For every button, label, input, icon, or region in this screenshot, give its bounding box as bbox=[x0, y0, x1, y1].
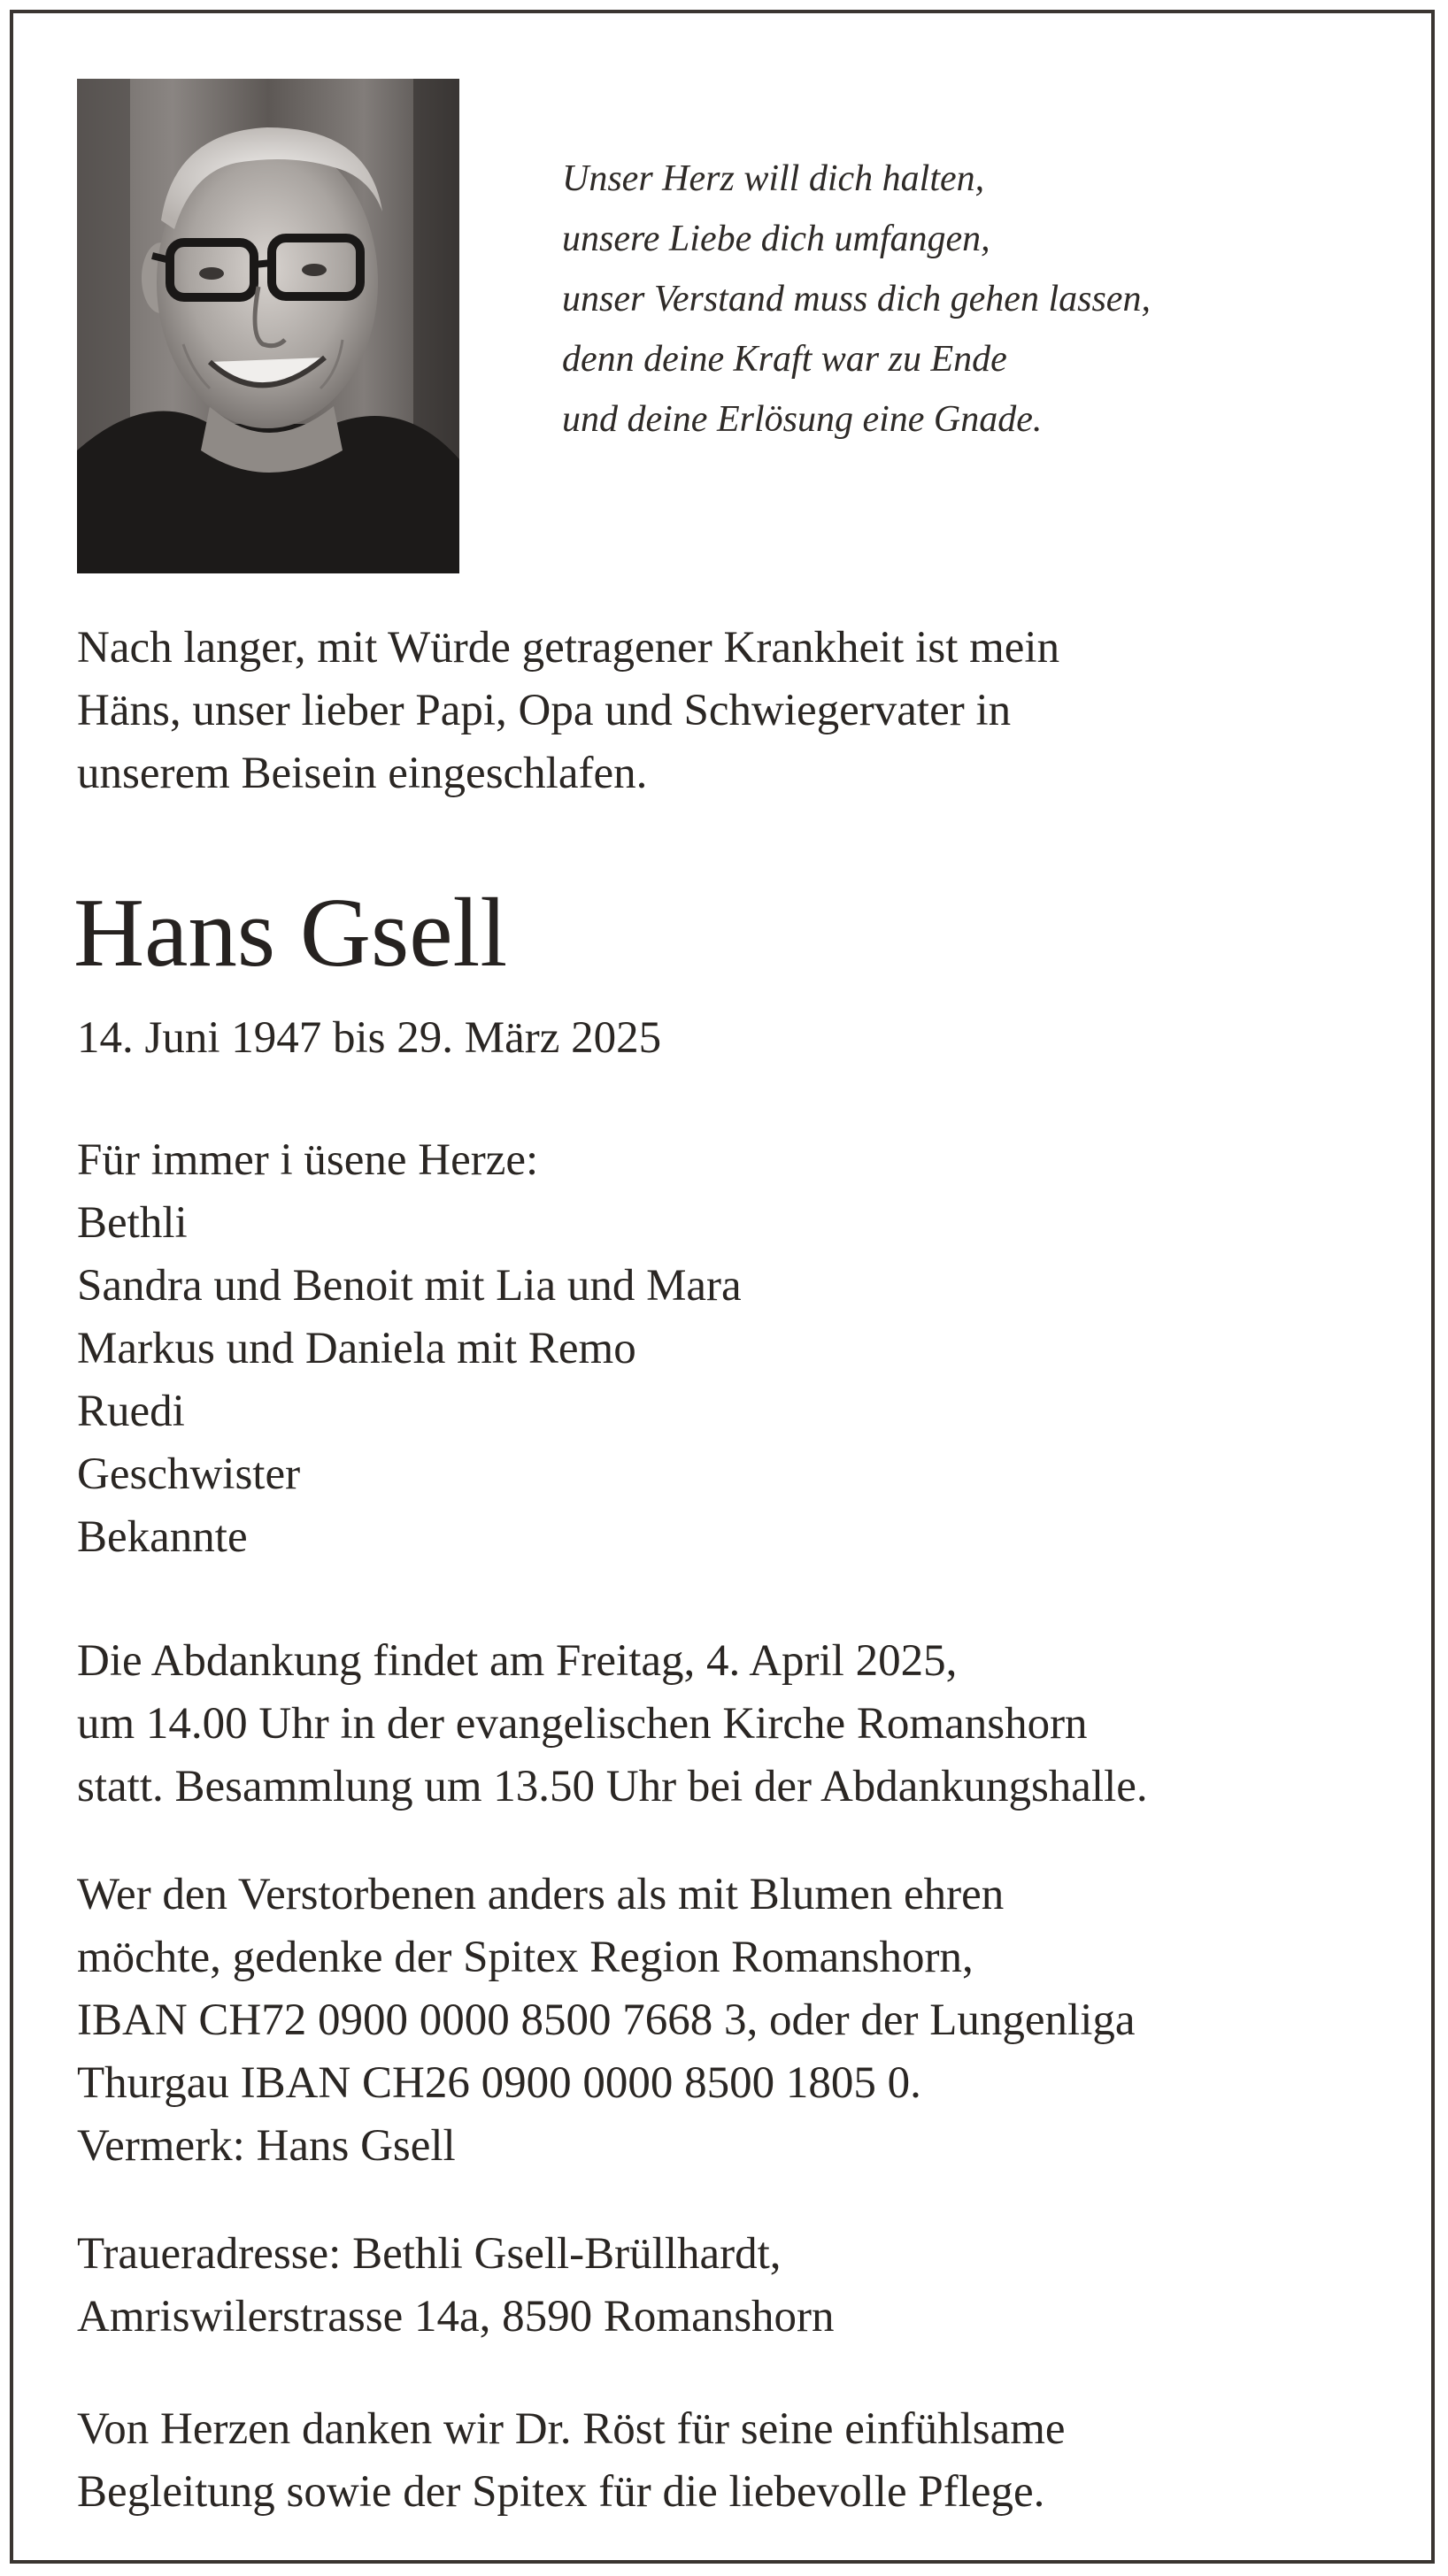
ceremony-info bbox=[77, 1630, 1148, 1819]
donation-info bbox=[77, 1864, 1136, 2178]
intro-line: unserem Beisein eingeschlafen. bbox=[77, 749, 648, 798]
donation-line: Thurgau IBAN CH26 0900 0000 8500 1805 0. bbox=[77, 2058, 921, 2108]
mourners-list bbox=[77, 1129, 742, 1569]
mourners-line: Bekannte bbox=[77, 1512, 248, 1562]
poem-line: denn deine Kraft war zu Ende bbox=[562, 339, 1007, 380]
mourners-line: Markus und Daniela mit Remo bbox=[77, 1324, 636, 1373]
mourners-line: Ruedi bbox=[77, 1387, 185, 1436]
portrait-photo bbox=[77, 79, 459, 573]
donation-line: möchte, gedenke der Spitex Region Romanshorn, bbox=[77, 1933, 974, 1982]
mourning-address bbox=[77, 2223, 835, 2349]
address-line: Traueradresse: Bethli Gsell-Brüllhardt, bbox=[77, 2229, 782, 2279]
life-dates: 14. Juni 1947 bis 29. März 2025 bbox=[77, 1013, 662, 1063]
poem-line: Unser Herz will dich halten, bbox=[562, 158, 985, 199]
donation-line: Wer den Verstorbenen anders als mit Blumen ehren bbox=[77, 1870, 1005, 1919]
thanks-line: Von Herzen danken wir Dr. Röst für seine einfühlsame bbox=[77, 2404, 1066, 2454]
thanks-line: Begleitung sowie der Spitex für die liebevolle Pflege. bbox=[77, 2467, 1045, 2517]
poem-line: unser Verstand muss dich gehen lassen, bbox=[562, 279, 1151, 319]
intro-line: Häns, unser lieber Papi, Opa und Schwiegervater in bbox=[77, 686, 1012, 735]
ceremony-line: um 14.00 Uhr in der evangelischen Kirche Romanshorn bbox=[77, 1699, 1088, 1749]
mourners-line: Geschwister bbox=[77, 1449, 301, 1499]
mourners-line: Für immer i üsene Herze: bbox=[77, 1135, 539, 1185]
poem bbox=[562, 149, 1151, 450]
poem-line: unsere Liebe dich umfangen, bbox=[562, 219, 990, 259]
deceased-name: Hans Gsell bbox=[73, 879, 508, 988]
address-line: Amriswilerstrasse 14a, 8590 Romanshorn bbox=[77, 2292, 835, 2341]
donation-line: IBAN CH72 0900 0000 8500 7668 3, oder der Lungenliga bbox=[77, 1995, 1136, 2045]
ceremony-line: statt. Besammlung um 13.50 Uhr bei der Abdankungshalle. bbox=[77, 1762, 1148, 1811]
poem-line: und deine Erlösung eine Gnade. bbox=[562, 399, 1043, 440]
donation-line: Vermerk: Hans Gsell bbox=[77, 2121, 456, 2171]
mourners-line: Sandra und Benoit mit Lia und Mara bbox=[77, 1261, 742, 1311]
mourners-line: Bethli bbox=[77, 1198, 188, 1248]
thanks-text bbox=[77, 2398, 1066, 2524]
intro-line: Nach langer, mit Würde getragener Krankheit ist mein bbox=[77, 623, 1060, 673]
ceremony-line: Die Abdankung findet am Freitag, 4. April 2025, bbox=[77, 1636, 958, 1686]
intro-text bbox=[77, 617, 1059, 805]
